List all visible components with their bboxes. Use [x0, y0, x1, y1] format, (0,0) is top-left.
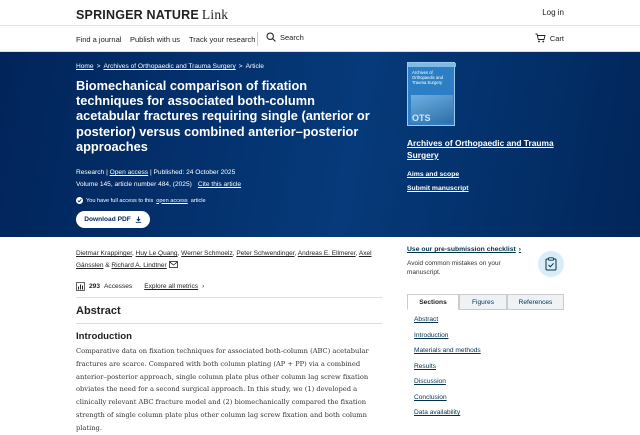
author-list: Dietmar Krappinger, Huy Le Quang, Werner Schmoelz, Peter Schwendinger, Andreas E. Ellmerer, Axel Gänsslen & Richard A. Lindtner	[76, 250, 372, 269]
journal-cover[interactable]	[407, 62, 455, 126]
nav-divider	[257, 32, 258, 46]
explore-metrics-link[interactable]: Explore all metrics	[144, 283, 199, 290]
abstract-heading: Abstract	[76, 305, 121, 317]
cover-mark: OTS	[412, 113, 431, 123]
article-metrics	[76, 282, 204, 291]
nav-find-journal[interactable]: Find a journal	[76, 35, 122, 44]
accesses-count: 293	[89, 283, 101, 290]
access-note-post: article	[190, 197, 206, 204]
download-pdf-button[interactable]	[76, 211, 150, 228]
cart-label: Cart	[549, 33, 564, 43]
divider	[76, 297, 382, 298]
article-volume: Volume 145, article number 484, (2025)	[76, 181, 192, 188]
section-link-abstract[interactable]: Abstract	[414, 316, 439, 323]
access-note-pre: You have full access to this	[86, 197, 154, 204]
aims-scope-link[interactable]: Aims and scope	[407, 171, 460, 178]
section-link-materials-methods[interactable]: Materials and methods	[414, 347, 481, 354]
article-title: Biomechanical comparison of fixation techniques for associated both-column acetabular fractures requiring single (anterior or posterior) versus combined anterior–posterior approaches	[76, 78, 370, 154]
clipboard-check-icon	[545, 257, 557, 271]
cart-button[interactable]	[535, 33, 564, 43]
checklist-label: Use our pre-submission checklist	[407, 246, 516, 253]
divider	[76, 323, 382, 324]
section-link-data-availability[interactable]: Data availability	[414, 409, 461, 416]
cite-article-link[interactable]: Cite this article	[197, 181, 242, 188]
checklist-description: Avoid common mistakes on your manuscript.	[407, 260, 501, 276]
author-link[interactable]: Axel Gänsslen	[76, 250, 372, 269]
open-access-link[interactable]: Open access	[109, 169, 149, 176]
chevron-right-icon: ›	[202, 283, 205, 290]
check-circle-icon	[76, 197, 83, 204]
article-type: Research	[76, 169, 105, 176]
breadcrumb-separator: >	[238, 63, 243, 70]
article-tabs	[407, 294, 564, 310]
accesses-label: Accesses	[104, 283, 133, 290]
article-meta: Research | Open access | Published: 24 October 2025	[76, 169, 236, 176]
cover-journal-name: Archives of Orthopaedic and Trauma Surgery	[412, 70, 443, 85]
email-icon[interactable]	[169, 261, 178, 268]
springer-nature-link-logo[interactable]	[76, 7, 228, 23]
login-link[interactable]: Log in	[542, 8, 564, 17]
download-icon	[135, 216, 142, 223]
nav-publish[interactable]: Publish with us	[130, 35, 181, 44]
download-pdf-label: Download PDF	[84, 216, 131, 223]
breadcrumb	[76, 63, 264, 70]
submit-manuscript-link[interactable]: Submit manuscript	[407, 185, 469, 192]
search-button[interactable]	[266, 32, 304, 42]
section-link-conclusion[interactable]: Conclusion	[414, 394, 447, 401]
author-link[interactable]: Peter Schwendinger	[236, 250, 295, 257]
breadcrumb-home[interactable]: Home	[76, 63, 94, 70]
pre-submission-checklist-link[interactable]	[407, 246, 521, 253]
journal-name-link[interactable]: Archives of Orthopaedic and Trauma Surgery	[407, 138, 554, 160]
main-nav	[0, 26, 640, 52]
search-icon	[266, 32, 276, 42]
tab-references[interactable]: References	[507, 294, 564, 310]
author-link[interactable]: Dietmar Krappinger	[76, 250, 132, 257]
published-date: Published: 24 October 2025	[153, 169, 236, 176]
author-link[interactable]: Werner Schmoelz	[181, 250, 233, 257]
author-link[interactable]: Andreas E. Ellmerer	[297, 250, 356, 257]
breadcrumb-article: Article	[245, 63, 264, 70]
cart-icon	[535, 33, 546, 43]
section-link-results[interactable]: Results	[414, 363, 436, 370]
author-link[interactable]: Huy Le Quang	[135, 250, 178, 257]
checklist-badge	[538, 251, 564, 277]
chevron-right-icon: ›	[518, 246, 522, 253]
breadcrumb-separator: >	[96, 63, 101, 70]
search-label: Search	[280, 32, 304, 42]
introduction-heading: Introduction	[76, 331, 132, 342]
article-hero	[0, 52, 640, 237]
access-note	[76, 197, 206, 204]
section-link-introduction[interactable]: Introduction	[414, 332, 449, 339]
brand-main: SPRINGER NATURE	[76, 8, 199, 22]
cover-top-band	[408, 63, 456, 67]
author-link[interactable]: Richard A. Lindtner	[111, 262, 167, 269]
section-link-discussion[interactable]: Discussion	[414, 378, 446, 385]
article-volume-row	[76, 181, 241, 188]
tab-sections[interactable]: Sections	[407, 294, 459, 310]
access-note-link[interactable]: open access	[156, 197, 188, 204]
bar-chart-icon	[76, 282, 85, 291]
tab-figures[interactable]: Figures	[459, 294, 507, 310]
brand-sub: Link	[201, 7, 229, 22]
top-bar	[0, 0, 640, 26]
breadcrumb-journal[interactable]: Archives of Orthopaedic and Trauma Surgery	[103, 63, 236, 70]
nav-track-research[interactable]: Track your research	[189, 35, 256, 44]
abstract-text: Comparative data on fixation techniques for associated both-column (ABC) acetabular fractures are scarce. Compared with both column plating (AP + PP) via a combined anterior–posterior approach, single column plate plus other column lag screw fixation obviates the need for a second surgical approach. In this study, we (1) developed a clinically relevant ABC fracture model and (2) biomechanically compared the fixation strength of single column plate plus other column lag screw fixation and both column plating.	[76, 347, 369, 432]
